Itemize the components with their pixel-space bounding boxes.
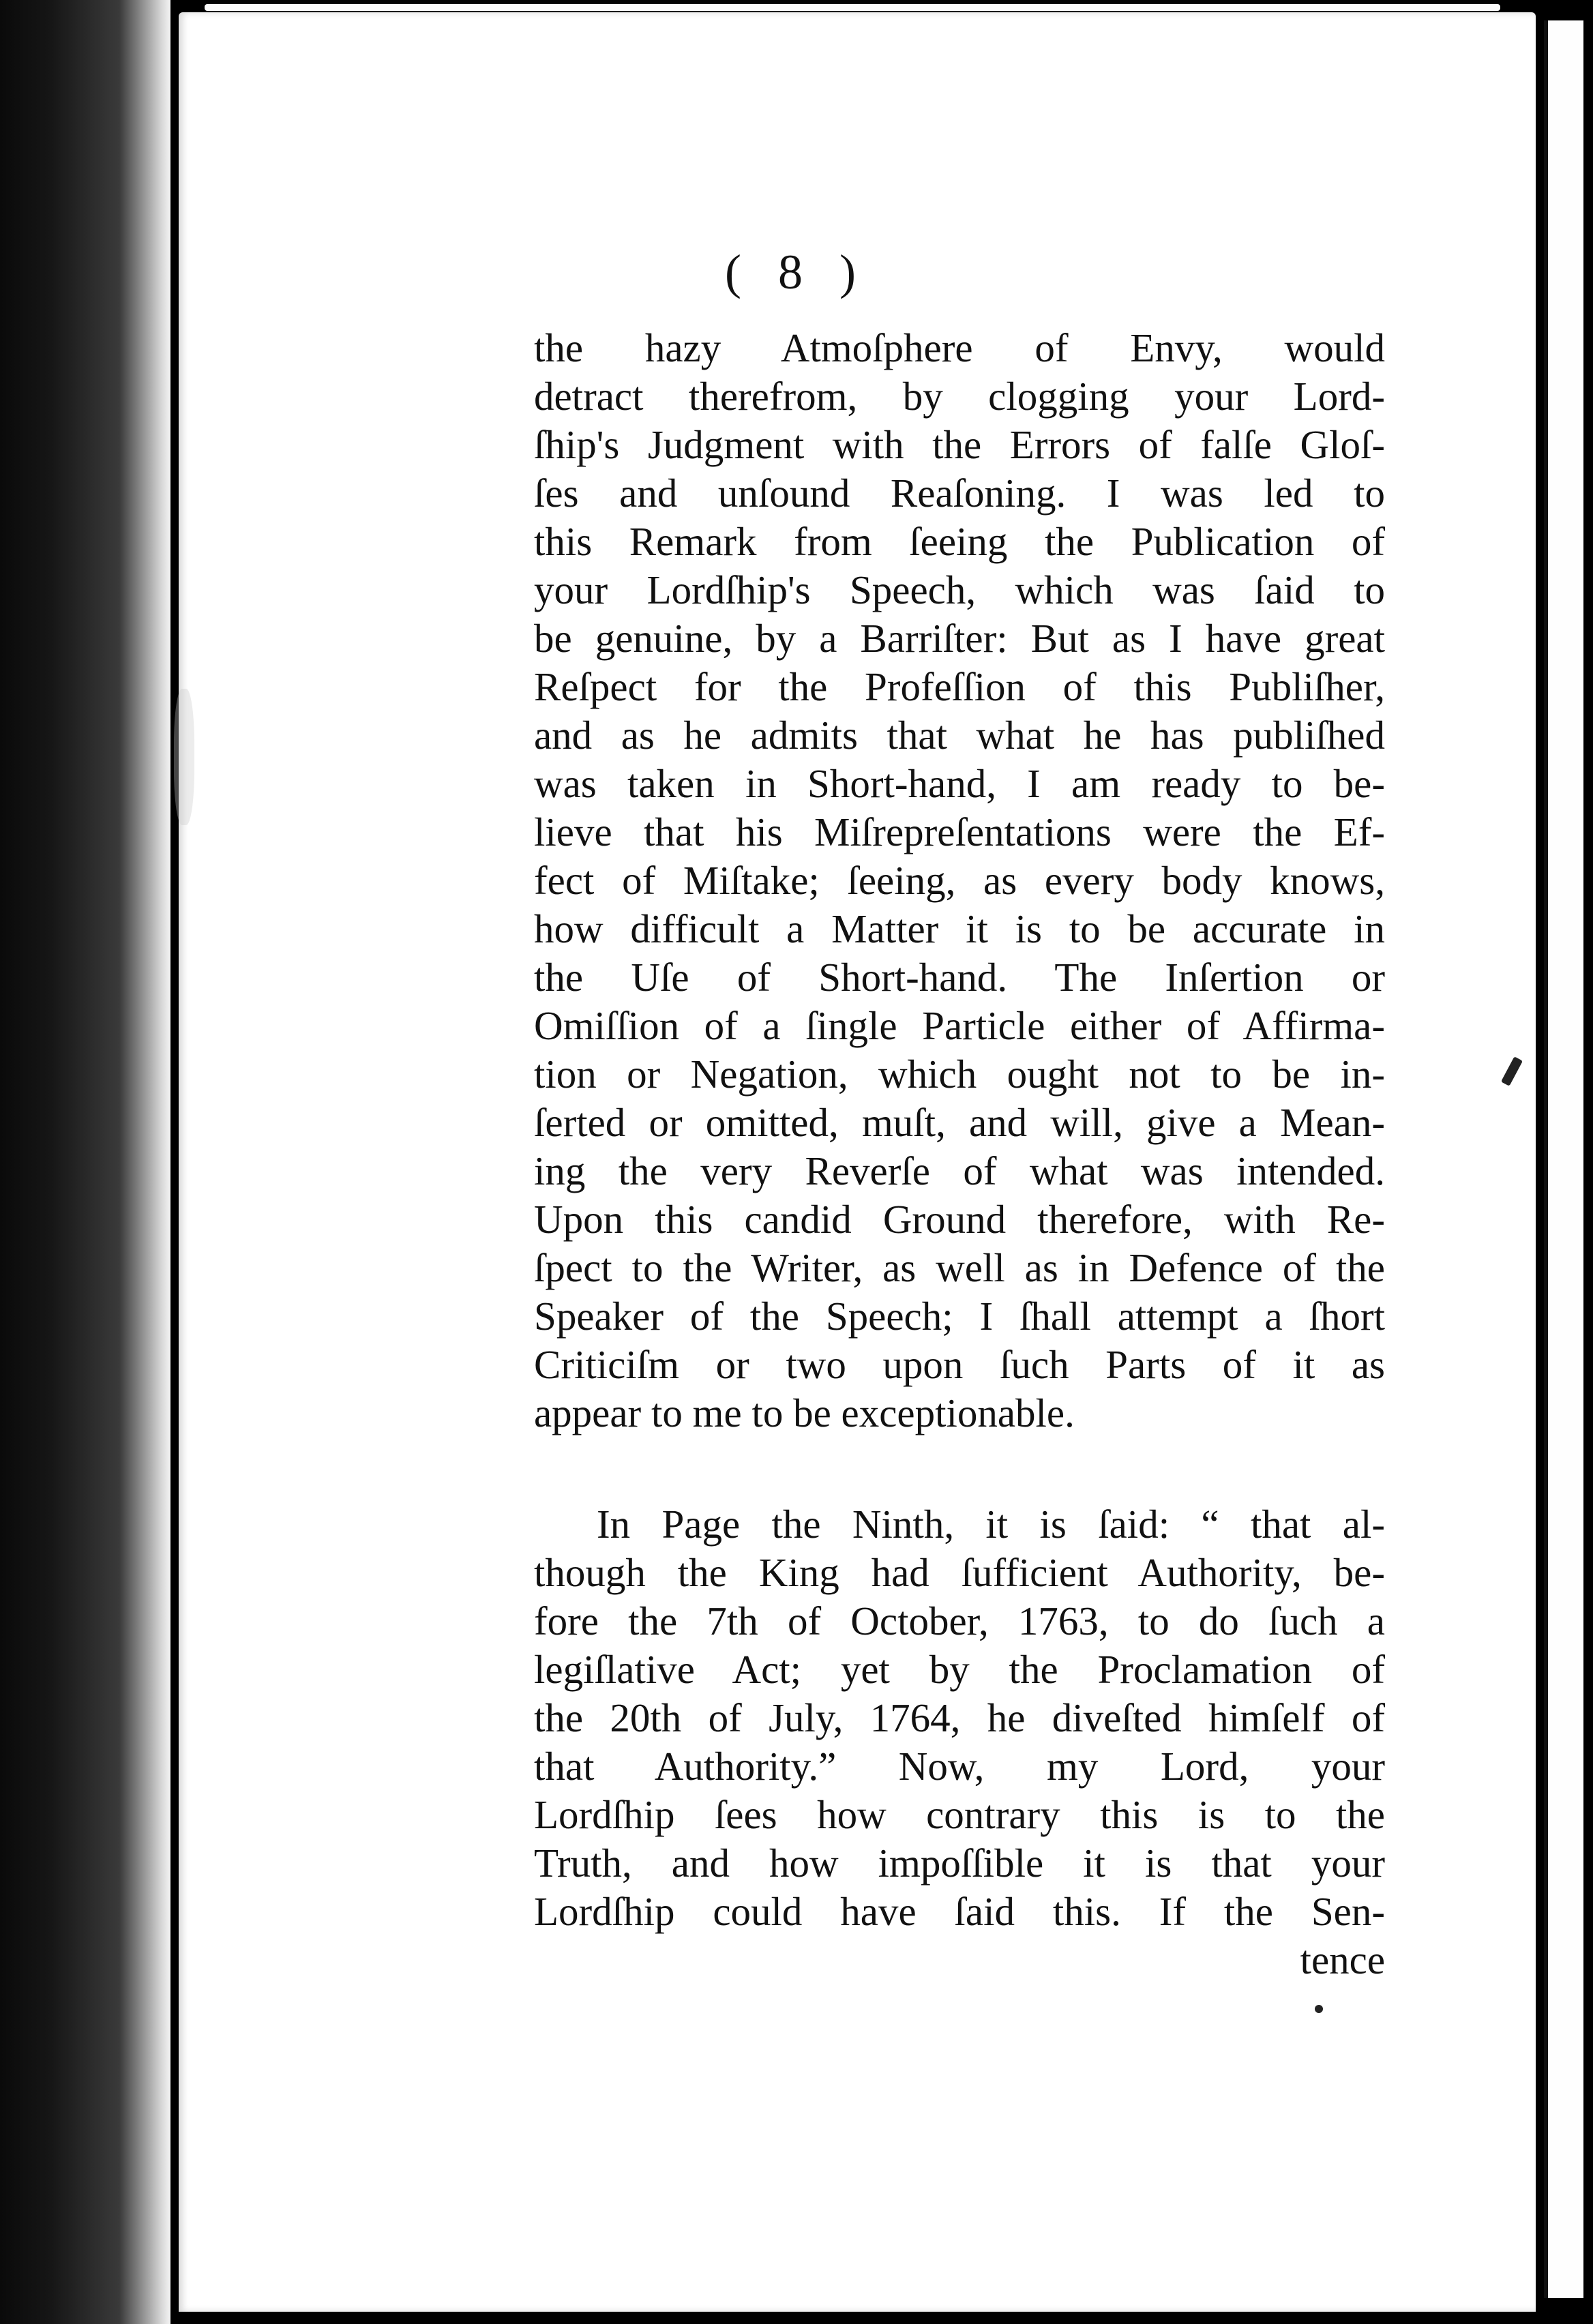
- paragraph-gap: [534, 1437, 1385, 1500]
- paragraph-1: [534, 324, 1385, 1437]
- text-line: the 20th of July, 1764, he diveſted himſelf of: [534, 1695, 1385, 1740]
- text-line: ſhip's Judgment with the Errors of falſe Gloſ-: [534, 422, 1385, 467]
- text-line: ſerted or omitted, muſt, and will, give a Mean-: [534, 1100, 1385, 1145]
- text-line: appear to me to be exceptionable.: [534, 1390, 1075, 1435]
- text-line: though the King had ſufficient Authority, be-: [534, 1550, 1385, 1595]
- left-binding-shadow: [0, 0, 170, 2324]
- text-line: In Page the Ninth, it is ſaid: “ that al-: [597, 1502, 1385, 1547]
- text-line: Lordſhip could have ſaid this. If the Sen-: [534, 1889, 1385, 1934]
- text-line: fect of Miſtake; ſeeing, as every body knows,: [534, 858, 1385, 903]
- text-line: detract therefrom, by clogging your Lord-: [534, 374, 1385, 419]
- text-line: the Uſe of Short-hand. The Inſertion or: [534, 955, 1385, 1000]
- text-line: Upon this candid Ground therefore, with Re-: [534, 1197, 1385, 1242]
- text-line: legiſlative Act; yet by the Proclamation of: [534, 1647, 1385, 1692]
- text-line: ſpect to the Writer, as well as in Defence of the: [534, 1245, 1385, 1290]
- text-line: Truth, and how impoſſible it is that your: [534, 1841, 1385, 1886]
- page-text: [534, 324, 1385, 1984]
- catchword: tence: [1300, 1937, 1385, 1982]
- page-smudge: [174, 689, 194, 825]
- text-line: Criticiſm or two upon ſuch Parts of it as: [534, 1342, 1385, 1387]
- next-page-edge: [1544, 20, 1583, 2298]
- text-line: your Lordſhip's Speech, which was ſaid to: [534, 567, 1385, 612]
- text-line: tion or Negation, which ought not to be in-: [534, 1052, 1385, 1097]
- text-line: how difficult a Matter it is to be accurate in: [534, 906, 1385, 951]
- text-line: Reſpect for the Profeſſion of this Publiſher,: [534, 664, 1385, 709]
- ink-dot: [1315, 2005, 1323, 2013]
- text-line: ing the very Reverſe of what was intended.: [534, 1148, 1385, 1193]
- page-top-edge: [205, 4, 1500, 11]
- text-line: Lordſhip ſees how contrary this is to the: [534, 1792, 1385, 1837]
- text-line: this Remark from ſeeing the Publication of: [534, 519, 1385, 564]
- text-line: that Authority.” Now, my Lord, your: [534, 1744, 1385, 1789]
- text-line: Speaker of the Speech; I ſhall attempt a ſhort: [534, 1294, 1385, 1339]
- paragraph-2: [534, 1500, 1385, 1936]
- page-number: ( 8 ): [725, 245, 868, 299]
- text-line: Omiſſion of a ſingle Particle either of Affirma-: [534, 1003, 1385, 1048]
- text-line: fore the 7th of October, 1763, to do ſuch a: [534, 1598, 1385, 1643]
- text-line: and as he admits that what he has publiſhed: [534, 713, 1385, 758]
- text-line: ſes and unſound Reaſoning. I was led to: [534, 471, 1385, 516]
- text-line: lieve that his Miſrepreſentations were the Ef-: [534, 809, 1385, 854]
- text-line: was taken in Short-hand, I am ready to be-: [534, 761, 1385, 806]
- text-line: be genuine, by a Barriſter: But as I have great: [534, 616, 1385, 661]
- text-line: the hazy Atmoſphere of Envy, would: [534, 325, 1385, 370]
